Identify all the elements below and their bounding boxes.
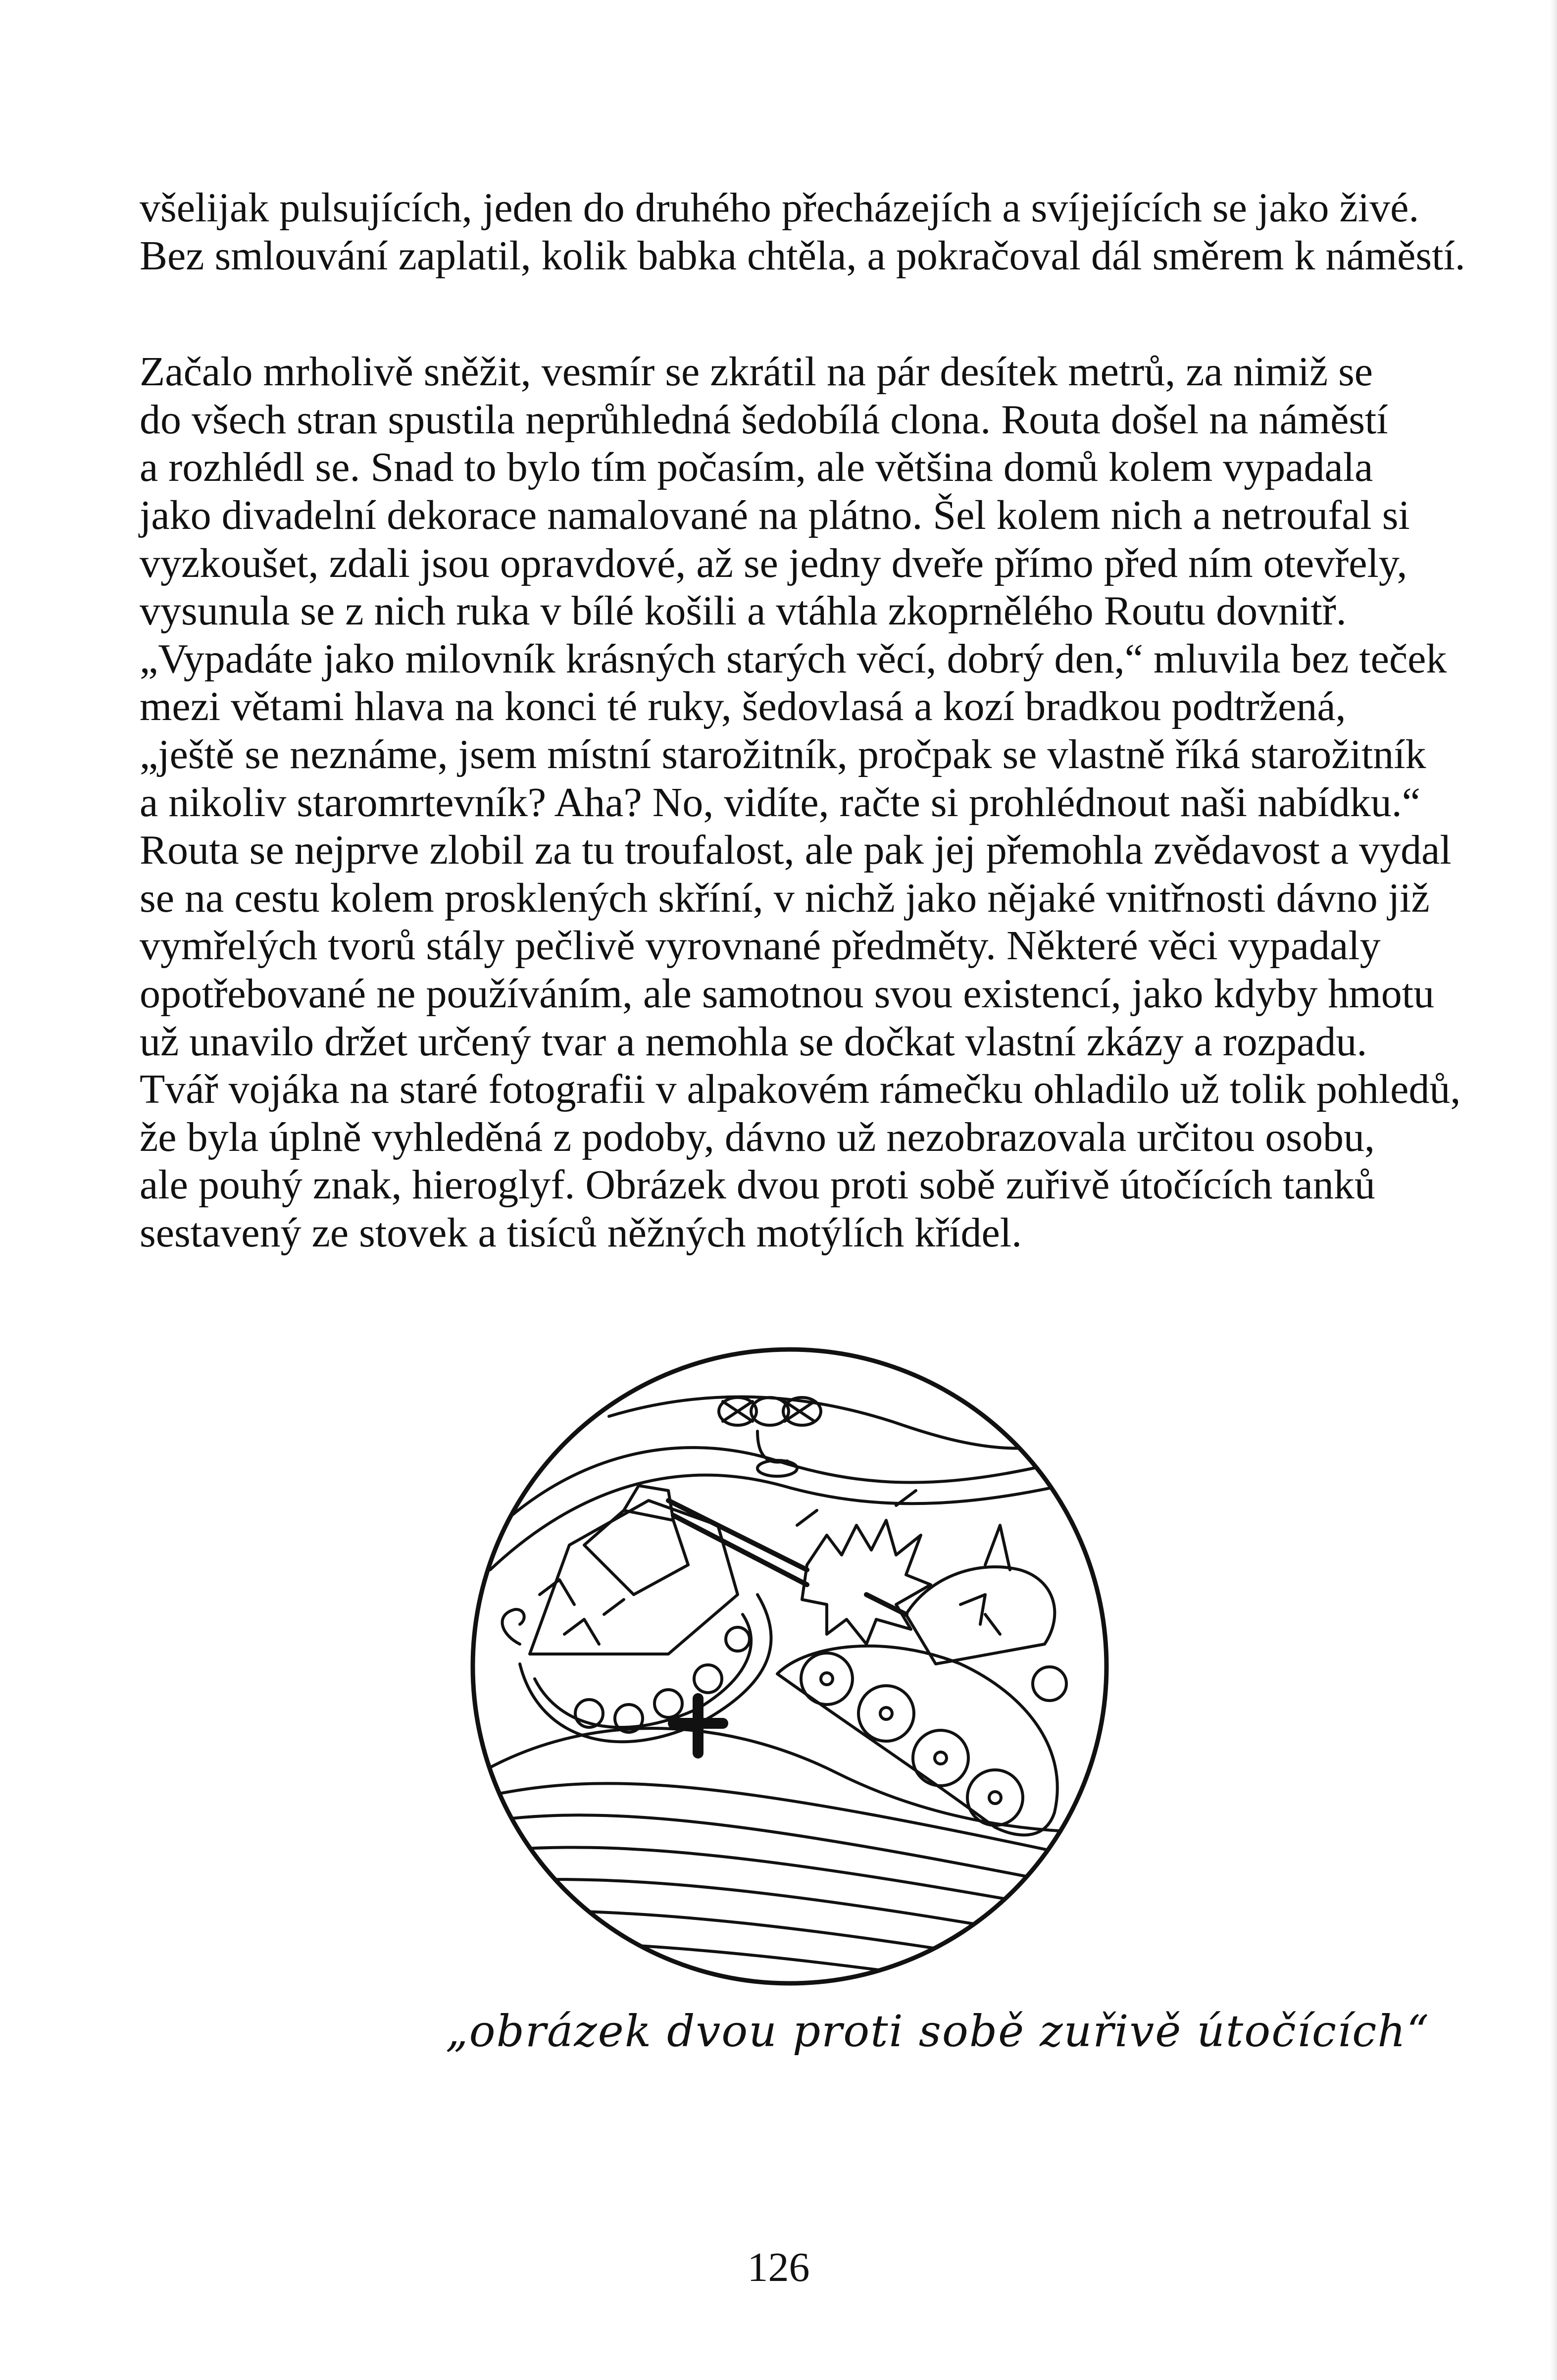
text-line: sestavený ze stovek a tisíců něžných motýlích křídel.: [140, 1209, 1022, 1256]
text-line: Tvář vojáka na staré fotografii v alpakovém rámečku ohladilo už tolik pohledů,: [140, 1066, 1461, 1113]
text-line: se na cestu kolem prosklených skříní, v nichž jako nějaké vnitřnosti dávno již: [140, 875, 1430, 921]
text-line: opotřebované ne používáním, ale samotnou svou existencí, jako kdyby hmotu: [140, 970, 1435, 1017]
scan-edge: [1550, 0, 1557, 2380]
right-tank: [777, 1525, 1066, 1835]
text-line: vysunula se z nich ruka v bílé košili a vtáhla zkoprnělého Routu dovnitř.: [140, 588, 1347, 634]
text-line: jako divadelní dekorace namalované na plátno. Šel kolem nich a netroufal si: [140, 492, 1410, 538]
text-line: Routa se nejprve zlobil za tu troufalost, ale pak jej přemohla zvědavost a vydal: [140, 827, 1452, 874]
butterfly-icon: [719, 1397, 821, 1476]
tank-illustration: [460, 1337, 1119, 1996]
text-line: vyzkoušet, zdali jsou opravdové, až se jedny dveře přímo před ním otevřely,: [140, 540, 1407, 586]
page-number: 126: [747, 2244, 810, 2290]
text-line: „Vypadáte jako milovník krásných starých věcí, dobrý den,“ mluvila bez teček: [140, 635, 1447, 682]
text-line: Bez smlouvání zaplatil, kolik babka chtěla, a pokračoval dál směrem k náměstí.: [140, 232, 1465, 279]
text-line: Začalo mrholivě sněžit, vesmír se zkrátil na pár desítek metrů, za nimiž se: [140, 349, 1373, 395]
text-line: ale pouhý znak, hieroglyf. Obrázek dvou proti sobě zuřivě útočících tanků: [140, 1162, 1375, 1208]
text-line: všelijak pulsujících, jeden do druhého přecházejích a svíjejících se jako živé.: [140, 185, 1419, 231]
illustration-caption: „obrázek dvou proti sobě zuřivě útočících“: [446, 2006, 1430, 2057]
paragraph-2: [140, 348, 1461, 1257]
body-text: [140, 184, 1465, 1257]
text-line: a nikoliv staromrtevník? Aha? No, vidíte, račte si prohlédnout naši nabídku.“: [140, 779, 1421, 826]
paragraph-1: [140, 184, 1465, 280]
text-line: mezi větami hlava na konci té ruky, šedovlasá a kozí bradkou podtržená,: [140, 683, 1346, 730]
text-line: že byla úplně vyhleděná z podoby, dávno už nezobrazovala určitou osobu,: [140, 1114, 1375, 1160]
text-line: už unavilo držet určený tvar a nemohla se dočkat vlastní zkázy a rozpadu.: [140, 1018, 1367, 1065]
frame-circle: [473, 1349, 1106, 1983]
text-line: do všech stran spustila neprůhledná šedobílá clona. Routa došel na náměstí: [140, 396, 1388, 443]
text-line: a rozhlédl se. Snad to bylo tím počasím, ale většina domů kolem vypadala: [140, 444, 1373, 491]
text-line: vymřelých tvorů stály pečlivě vyrovnané předměty. Některé věci vypadaly: [140, 923, 1381, 969]
text-line: „ještě se neznáme, jsem místní starožitník, pročpak se vlastně říká starožitník: [140, 731, 1426, 777]
